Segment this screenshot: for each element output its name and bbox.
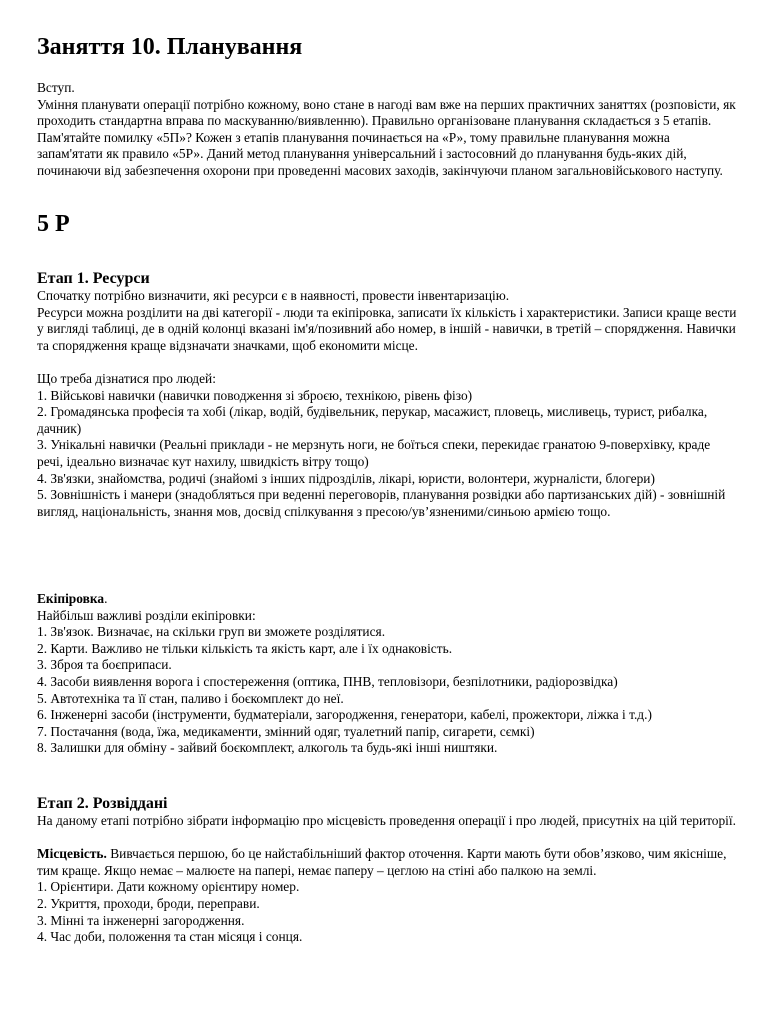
equipment-intro: Найбільш важливі розділи екіпіровки: (37, 607, 256, 623)
stage1-heading: Етап 1. Ресурси (37, 270, 150, 287)
list-item: 5. Зовнішність і манери (знадобляться при веденні переговорів, планування розвідки або партизанських дій) - зовнішній вигляд, національність, знання мов, досвід спілкування з пресою/ув’язненими/синьою армією тощо. (37, 487, 726, 519)
list-item: 1. Військові навички (навички поводження зі зброєю, технікою, рівень фізо) (37, 387, 473, 403)
list-item: 2. Укриття, проходи, броди, переправи. (37, 895, 260, 911)
stage2-p1: На даному етапі потрібно зібрати інформацію про місцевість проведення операції і про людей, присутніх на цій території. (37, 813, 736, 828)
stage2-section (37, 813, 737, 946)
list-item: 4. Зв'язки, знайомства, родичі (знайомі з інших підрозділів, лікарі, юристи, волонтери, журналісти, блогери) (37, 470, 655, 486)
list-item: 2. Громадянська професія та хобі (лікар, водій, будівельник, перукар, масажист, пловець, мисливець, турист, рибалка, дачник) (37, 404, 708, 436)
list-item: 8. Залишки для обміну - зайвий боєкомплект, алкоголь та будь-які інші ништяки. (37, 740, 498, 756)
stage1-section (37, 288, 737, 520)
page-title: Заняття 10. Планування (37, 34, 303, 60)
terrain-text: Вивчається першою, бо це найстабільніший фактор оточення. Карти мають бути обов’язково, чим якісніше, тим краще. Якщо немає – малюєте на папері, немає паперу – цеглою на стіні або палкою на землі. (37, 846, 727, 878)
stage1-p2: Ресурси можна розділити на дві категорії - люди та екіпіровка, записати їх кількість і характеристики. Записи краще вести у вигляді таблиці, де в одній колонці вказані ім'я/позивний або номер, в іншій - навички, в третій – спорядження. Навички та спорядження краще відзначати значками, щоб економити місце. (37, 304, 737, 353)
list-item: 1. Зв'язок. Визначає, на скільки груп ви зможете розділятися. (37, 624, 386, 640)
list-item: 5. Автотехніка та її стан, паливо і боєкомплект до неї. (37, 690, 344, 706)
section-title: 5 Р (37, 211, 70, 237)
terrain-paragraph (37, 846, 737, 879)
list-item: 3. Зброя та боєприпаси. (37, 657, 172, 673)
terrain-label: Місцевість. (37, 846, 107, 862)
equipment-heading (37, 591, 737, 608)
list-item: 1. Орієнтири. Дати кожному орієнтиру номер. (37, 879, 300, 895)
list-item: 4. Засоби виявлення ворога і спостереження (оптика, ПНВ, тепловізори, безпілотники, радіорозвідка) (37, 673, 618, 689)
people-label: Що треба дізнатися про людей: (37, 370, 216, 386)
intro-text: Уміння планувати операції потрібно кожному, воно стане в нагоді вам вже на перших практичних заняттях (розповісти, як проходить стандартна вправа по маскуванню/виявленню). Правильно організоване планування складається з 5 етапів. Пам'ятайте помилку «5П»? Кожен з етапів планування починається на «Р», тому правильне планування можна запам'ятати як правило «5Р». Даний метод планування універсальний і застосовний до планування будь-яких дій, починаючи від забезпечення охорони при проведенні масових заходів, закінчуючи планом загальновійськового наступу. (37, 96, 736, 178)
list-item: 3. Мінні та інженерні загородження. (37, 912, 245, 928)
list-item: 7. Постачання (вода, їжа, медикаменти, змінний одяг, туалетний папір, сигарети, сємкі) (37, 723, 535, 739)
list-item: 2. Карти. Важливо не тільки кількість та якість карт, але і їх однаковість. (37, 640, 453, 656)
list-item: 3. Унікальні навички (Реальні приклади - не мерзнуть ноги, не боїться спеки, перекидає гранатою 9-поверхівку, краде речі, ідеально визначає кут нахилу, швидкість вітру тощо) (37, 437, 711, 469)
equipment-label: Екіпіровка (37, 591, 105, 606)
intro-label: Вступ. (37, 80, 75, 95)
equipment-section (37, 591, 737, 757)
equipment-label-dot: . (104, 591, 108, 606)
stage2-heading: Етап 2. Розвіддані (37, 795, 168, 812)
list-item: 6. Інженерні засоби (інструменти, будматеріали, загородження, генератори, кабелі, прожектори, ліжка і т.д.) (37, 707, 652, 723)
intro-section (37, 80, 737, 180)
stage1-p1: Спочатку потрібно визначити, які ресурси є в наявності, провести інвентаризацію. (37, 288, 510, 303)
list-item: 4. Час доби, положення та стан місяця і сонця. (37, 929, 303, 945)
